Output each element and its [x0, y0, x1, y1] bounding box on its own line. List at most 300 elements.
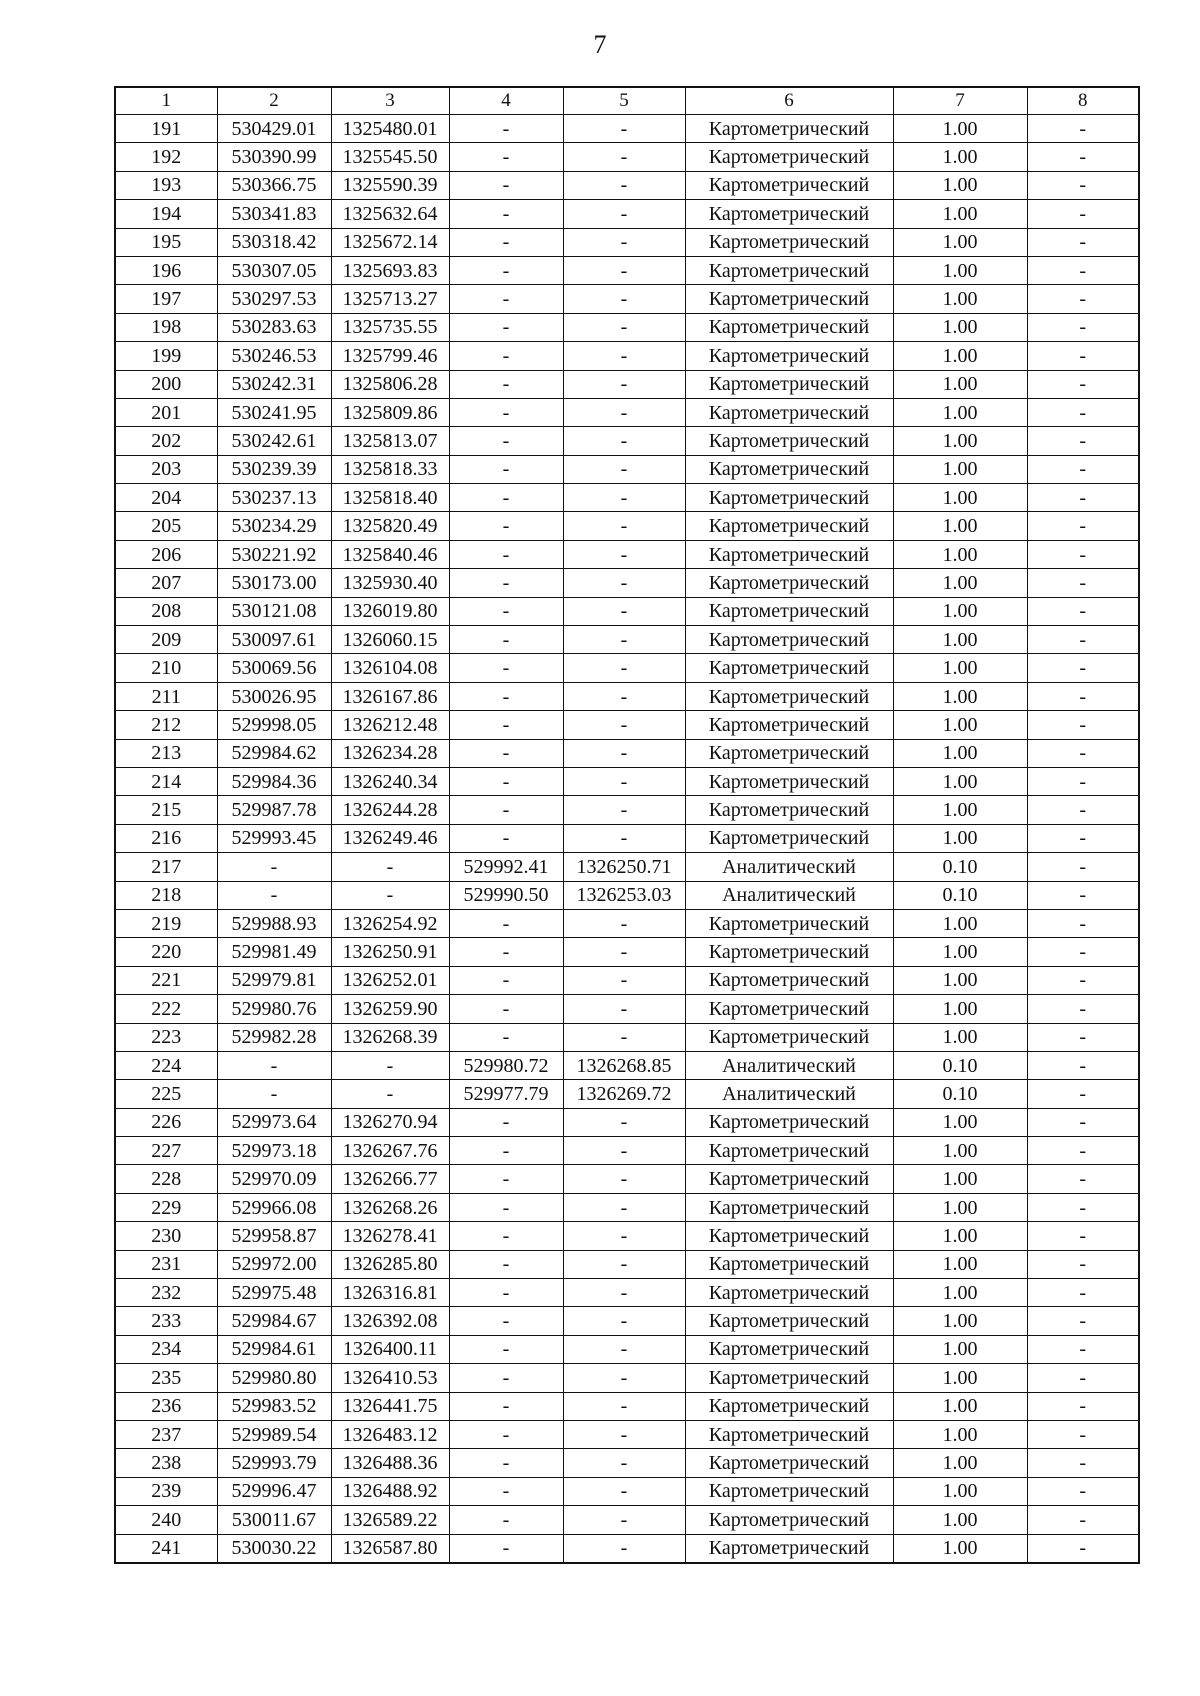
table-row: [115, 767, 1139, 795]
table-cell: 530242.61: [217, 427, 331, 455]
table-cell: -: [331, 853, 449, 881]
table-cell: -: [449, 1307, 563, 1335]
table-cell: 530283.63: [217, 313, 331, 341]
table-cell: -: [449, 1449, 563, 1477]
table-cell: 223: [115, 1023, 217, 1051]
table-cell: -: [563, 1420, 685, 1448]
table-cell: -: [563, 682, 685, 710]
table-cell: 1.00: [893, 1222, 1027, 1250]
table-cell: -: [563, 1165, 685, 1193]
table-body: [115, 115, 1139, 1563]
table-cell: -: [449, 1420, 563, 1448]
table-cell: 1.00: [893, 1193, 1027, 1221]
table-cell: 1.00: [893, 256, 1027, 284]
table-cell: 1.00: [893, 739, 1027, 767]
table-cell: -: [563, 1023, 685, 1051]
table-cell: 1326270.94: [331, 1108, 449, 1136]
table-cell: 209: [115, 626, 217, 654]
table-cell: -: [1027, 711, 1139, 739]
table-cell: Картометрический: [685, 171, 893, 199]
table-row: [115, 1449, 1139, 1477]
table-cell: 1326212.48: [331, 711, 449, 739]
table-cell: 195: [115, 228, 217, 256]
table-cell: 1326244.28: [331, 796, 449, 824]
table-cell: 530221.92: [217, 540, 331, 568]
table-cell: -: [217, 1051, 331, 1079]
table-cell: 529988.93: [217, 909, 331, 937]
table-cell: -: [449, 739, 563, 767]
table-cell: -: [449, 427, 563, 455]
table-row: [115, 1279, 1139, 1307]
table-cell: Картометрический: [685, 626, 893, 654]
table-cell: -: [563, 1279, 685, 1307]
table-cell: 236: [115, 1392, 217, 1420]
table-cell: 529996.47: [217, 1477, 331, 1505]
table-row: [115, 1023, 1139, 1051]
table-cell: -: [449, 115, 563, 143]
table-cell: 0.10: [893, 853, 1027, 881]
table-cell: 211: [115, 682, 217, 710]
table-cell: -: [563, 1250, 685, 1278]
table-cell: 1325480.01: [331, 115, 449, 143]
table-row: [115, 1392, 1139, 1420]
table-cell: -: [1027, 1108, 1139, 1136]
table-cell: -: [1027, 313, 1139, 341]
table-cell: -: [449, 597, 563, 625]
table-row: [115, 285, 1139, 313]
table-cell: 229: [115, 1193, 217, 1221]
table-cell: 529980.72: [449, 1051, 563, 1079]
table-cell: -: [217, 881, 331, 909]
table-cell: -: [1027, 1420, 1139, 1448]
table-cell: -: [563, 909, 685, 937]
table-row: [115, 626, 1139, 654]
table-cell: -: [217, 1080, 331, 1108]
table-cell: -: [1027, 1279, 1139, 1307]
table-cell: -: [563, 1392, 685, 1420]
table-row: [115, 143, 1139, 171]
table-cell: 1326253.03: [563, 881, 685, 909]
table-row: [115, 342, 1139, 370]
table-row: [115, 1137, 1139, 1165]
table-cell: Картометрический: [685, 200, 893, 228]
table-cell: 1.00: [893, 1364, 1027, 1392]
table-cell: -: [1027, 342, 1139, 370]
table-cell: -: [449, 966, 563, 994]
table-cell: -: [449, 370, 563, 398]
table-cell: -: [563, 484, 685, 512]
table-row: [115, 1307, 1139, 1335]
table-cell: -: [563, 995, 685, 1023]
table-cell: 1.00: [893, 569, 1027, 597]
table-cell: 1326167.86: [331, 682, 449, 710]
table-row: [115, 427, 1139, 455]
table-row: [115, 1222, 1139, 1250]
table-cell: -: [1027, 427, 1139, 455]
table-cell: 1325813.07: [331, 427, 449, 455]
table-cell: -: [449, 1023, 563, 1051]
table-cell: -: [1027, 909, 1139, 937]
table-cell: -: [1027, 853, 1139, 881]
table-cell: -: [1027, 1165, 1139, 1193]
table-cell: -: [563, 285, 685, 313]
table-row: [115, 484, 1139, 512]
table-cell: 231: [115, 1250, 217, 1278]
table-row: [115, 739, 1139, 767]
column-header: 6: [685, 87, 893, 115]
table-cell: 530237.13: [217, 484, 331, 512]
table-row: [115, 1477, 1139, 1505]
table-cell: 205: [115, 512, 217, 540]
table-cell: -: [1027, 938, 1139, 966]
table-cell: 529973.64: [217, 1108, 331, 1136]
table-cell: -: [1027, 626, 1139, 654]
table-cell: Картометрический: [685, 1193, 893, 1221]
column-header: 4: [449, 87, 563, 115]
table-cell: -: [1027, 143, 1139, 171]
table-cell: 240: [115, 1506, 217, 1534]
table-cell: -: [563, 966, 685, 994]
table-cell: -: [563, 626, 685, 654]
table-cell: 530318.42: [217, 228, 331, 256]
header-row: [115, 87, 1139, 115]
table-cell: 1326410.53: [331, 1364, 449, 1392]
table-cell: 1.00: [893, 143, 1027, 171]
table-cell: 529970.09: [217, 1165, 331, 1193]
table-row: [115, 1534, 1139, 1563]
table-cell: 529998.05: [217, 711, 331, 739]
table-cell: -: [449, 1250, 563, 1278]
table-cell: 530297.53: [217, 285, 331, 313]
table-cell: Картометрический: [685, 1534, 893, 1563]
table-cell: -: [1027, 540, 1139, 568]
table-cell: 0.10: [893, 1051, 1027, 1079]
table-cell: 0.10: [893, 881, 1027, 909]
table-cell: -: [449, 540, 563, 568]
table-cell: -: [1027, 1392, 1139, 1420]
table-row: [115, 313, 1139, 341]
table-cell: -: [563, 342, 685, 370]
table-cell: 192: [115, 143, 217, 171]
table-cell: -: [563, 796, 685, 824]
table-cell: Картометрический: [685, 597, 893, 625]
table-cell: 204: [115, 484, 217, 512]
table-cell: -: [1027, 995, 1139, 1023]
table-cell: 1.00: [893, 1534, 1027, 1563]
table-cell: 530246.53: [217, 342, 331, 370]
column-header: 5: [563, 87, 685, 115]
table-cell: 213: [115, 739, 217, 767]
table-row: [115, 398, 1139, 426]
table-cell: 1.00: [893, 1250, 1027, 1278]
table-cell: 530366.75: [217, 171, 331, 199]
table-cell: -: [1027, 398, 1139, 426]
table-cell: -: [563, 143, 685, 171]
table-cell: 1326249.46: [331, 824, 449, 852]
table-cell: 1326268.85: [563, 1051, 685, 1079]
table-cell: 529984.62: [217, 739, 331, 767]
table-row: [115, 909, 1139, 937]
table-row: [115, 512, 1139, 540]
column-header: 7: [893, 87, 1027, 115]
table-cell: -: [563, 512, 685, 540]
table-cell: 1326488.92: [331, 1477, 449, 1505]
table-cell: Аналитический: [685, 1080, 893, 1108]
table-cell: 1326589.22: [331, 1506, 449, 1534]
table-cell: 1326252.01: [331, 966, 449, 994]
table-cell: -: [449, 171, 563, 199]
table-cell: 1326019.80: [331, 597, 449, 625]
table-cell: -: [563, 824, 685, 852]
table-cell: -: [449, 398, 563, 426]
page-number: 7: [593, 30, 607, 59]
table-cell: 1.00: [893, 1279, 1027, 1307]
table-cell: -: [1027, 654, 1139, 682]
table-cell: 237: [115, 1420, 217, 1448]
table-cell: 1326483.12: [331, 1420, 449, 1448]
table-cell: -: [1027, 200, 1139, 228]
table-cell: 1.00: [893, 427, 1027, 455]
table-row: [115, 1165, 1139, 1193]
table-row: [115, 370, 1139, 398]
table-cell: 529993.45: [217, 824, 331, 852]
table-row: [115, 1108, 1139, 1136]
table-cell: 530173.00: [217, 569, 331, 597]
table-row: [115, 966, 1139, 994]
table-cell: 1326587.80: [331, 1534, 449, 1563]
table-cell: 218: [115, 881, 217, 909]
table-cell: 203: [115, 455, 217, 483]
table-cell: -: [449, 569, 563, 597]
table-cell: 196: [115, 256, 217, 284]
table-cell: 1.00: [893, 370, 1027, 398]
table-cell: 1326267.76: [331, 1137, 449, 1165]
table-cell: -: [563, 1449, 685, 1477]
table-cell: Картометрический: [685, 455, 893, 483]
table-cell: 221: [115, 966, 217, 994]
table-cell: 1.00: [893, 1477, 1027, 1505]
table-cell: Картометрический: [685, 711, 893, 739]
table-cell: 1.00: [893, 1420, 1027, 1448]
table-row: [115, 853, 1139, 881]
table-cell: 215: [115, 796, 217, 824]
table-cell: Картометрический: [685, 1307, 893, 1335]
table-cell: 230: [115, 1222, 217, 1250]
table-cell: 1.00: [893, 455, 1027, 483]
table-cell: 530242.31: [217, 370, 331, 398]
table-cell: 1.00: [893, 966, 1027, 994]
table-cell: 1326269.72: [563, 1080, 685, 1108]
table-cell: Картометрический: [685, 398, 893, 426]
table-cell: 199: [115, 342, 217, 370]
table-cell: -: [563, 767, 685, 795]
table-cell: -: [449, 938, 563, 966]
table-cell: -: [449, 682, 563, 710]
table-cell: 200: [115, 370, 217, 398]
table-cell: Картометрический: [685, 1108, 893, 1136]
table-cell: 1.00: [893, 342, 1027, 370]
table-cell: 1.00: [893, 313, 1027, 341]
table-cell: -: [449, 256, 563, 284]
table-cell: -: [1027, 455, 1139, 483]
table-cell: 191: [115, 115, 217, 143]
table-cell: 529984.67: [217, 1307, 331, 1335]
table-cell: -: [449, 313, 563, 341]
table-cell: 225: [115, 1080, 217, 1108]
table-cell: -: [1027, 1051, 1139, 1079]
table-cell: -: [563, 115, 685, 143]
table-cell: 212: [115, 711, 217, 739]
table-cell: Аналитический: [685, 853, 893, 881]
table-cell: Картометрический: [685, 938, 893, 966]
table-row: [115, 824, 1139, 852]
table-cell: -: [449, 909, 563, 937]
table-cell: -: [449, 512, 563, 540]
table-cell: Картометрический: [685, 1279, 893, 1307]
table-cell: -: [1027, 824, 1139, 852]
table-cell: Картометрический: [685, 1392, 893, 1420]
table-cell: 529981.49: [217, 938, 331, 966]
table-cell: -: [563, 228, 685, 256]
table-cell: -: [1027, 1080, 1139, 1108]
table-row: [115, 228, 1139, 256]
table-cell: 1325809.86: [331, 398, 449, 426]
table-cell: -: [563, 569, 685, 597]
table-cell: -: [449, 1392, 563, 1420]
table-row: [115, 200, 1139, 228]
table-cell: 1325735.55: [331, 313, 449, 341]
table-cell: -: [563, 654, 685, 682]
table-cell: 206: [115, 540, 217, 568]
table-cell: 1.00: [893, 115, 1027, 143]
table-row: [115, 1420, 1139, 1448]
table-cell: -: [449, 824, 563, 852]
table-cell: 234: [115, 1335, 217, 1363]
table-cell: 210: [115, 654, 217, 682]
table-cell: -: [563, 1307, 685, 1335]
table-cell: 217: [115, 853, 217, 881]
table-row: [115, 1335, 1139, 1363]
table-row: [115, 881, 1139, 909]
table-row: [115, 597, 1139, 625]
table-cell: 214: [115, 767, 217, 795]
table-row: [115, 711, 1139, 739]
table-cell: -: [1027, 256, 1139, 284]
table-cell: 1326254.92: [331, 909, 449, 937]
table-cell: -: [449, 1165, 563, 1193]
table-cell: -: [563, 455, 685, 483]
table-cell: 530121.08: [217, 597, 331, 625]
table-cell: -: [449, 1193, 563, 1221]
table-cell: 1.00: [893, 909, 1027, 937]
table-cell: Картометрический: [685, 1250, 893, 1278]
table-cell: 529984.61: [217, 1335, 331, 1363]
table-cell: -: [449, 1279, 563, 1307]
table-cell: 530030.22: [217, 1534, 331, 1563]
table-cell: 1.00: [893, 540, 1027, 568]
table-cell: -: [449, 455, 563, 483]
table-cell: Картометрический: [685, 767, 893, 795]
table-cell: Картометрический: [685, 427, 893, 455]
table-cell: 1325806.28: [331, 370, 449, 398]
table-cell: -: [1027, 1364, 1139, 1392]
table-cell: -: [1027, 171, 1139, 199]
table-cell: Картометрический: [685, 512, 893, 540]
table-cell: -: [1027, 1335, 1139, 1363]
table-cell: 529975.48: [217, 1279, 331, 1307]
table-cell: -: [449, 626, 563, 654]
table-cell: 1325818.40: [331, 484, 449, 512]
table-header: [115, 87, 1139, 115]
table-cell: 1326240.34: [331, 767, 449, 795]
table-cell: -: [1027, 881, 1139, 909]
table-cell: -: [563, 256, 685, 284]
table-cell: -: [1027, 1506, 1139, 1534]
table-cell: -: [449, 200, 563, 228]
table-cell: 1326278.41: [331, 1222, 449, 1250]
table-cell: -: [449, 1477, 563, 1505]
table-cell: 1.00: [893, 1307, 1027, 1335]
table-cell: -: [449, 342, 563, 370]
table-cell: 1326234.28: [331, 739, 449, 767]
table-cell: Картометрический: [685, 824, 893, 852]
table-cell: 530241.95: [217, 398, 331, 426]
table-row: [115, 540, 1139, 568]
table-cell: -: [563, 398, 685, 426]
table-cell: 201: [115, 398, 217, 426]
table-cell: -: [1027, 1477, 1139, 1505]
table-cell: 226: [115, 1108, 217, 1136]
table-cell: -: [449, 1108, 563, 1136]
table-cell: 529966.08: [217, 1193, 331, 1221]
table-cell: 1.00: [893, 796, 1027, 824]
table-cell: -: [331, 1051, 449, 1079]
table-cell: 1.00: [893, 654, 1027, 682]
table-cell: -: [1027, 1193, 1139, 1221]
table-cell: 1326441.75: [331, 1392, 449, 1420]
table-cell: Картометрический: [685, 115, 893, 143]
table-cell: 1325818.33: [331, 455, 449, 483]
table-cell: 1.00: [893, 228, 1027, 256]
table-row: [115, 115, 1139, 143]
table-cell: 1326316.81: [331, 1279, 449, 1307]
table-cell: 530341.83: [217, 200, 331, 228]
table-cell: 1.00: [893, 200, 1027, 228]
table-cell: -: [449, 1534, 563, 1563]
table-cell: 194: [115, 200, 217, 228]
table-cell: 1.00: [893, 512, 1027, 540]
table-cell: Картометрический: [685, 342, 893, 370]
table-cell: -: [1027, 682, 1139, 710]
table-cell: 198: [115, 313, 217, 341]
table-cell: -: [449, 1137, 563, 1165]
table-cell: -: [449, 995, 563, 1023]
table-cell: -: [1027, 569, 1139, 597]
table-cell: 202: [115, 427, 217, 455]
table-cell: 1326104.08: [331, 654, 449, 682]
table-cell: -: [563, 540, 685, 568]
table-cell: 222: [115, 995, 217, 1023]
table-cell: 529972.00: [217, 1250, 331, 1278]
table-cell: 1.00: [893, 1108, 1027, 1136]
table-cell: -: [1027, 1307, 1139, 1335]
table-cell: 530307.05: [217, 256, 331, 284]
table-cell: -: [449, 767, 563, 795]
table-cell: -: [449, 711, 563, 739]
table-row: [115, 455, 1139, 483]
table-cell: -: [449, 1364, 563, 1392]
table-cell: Картометрический: [685, 1165, 893, 1193]
